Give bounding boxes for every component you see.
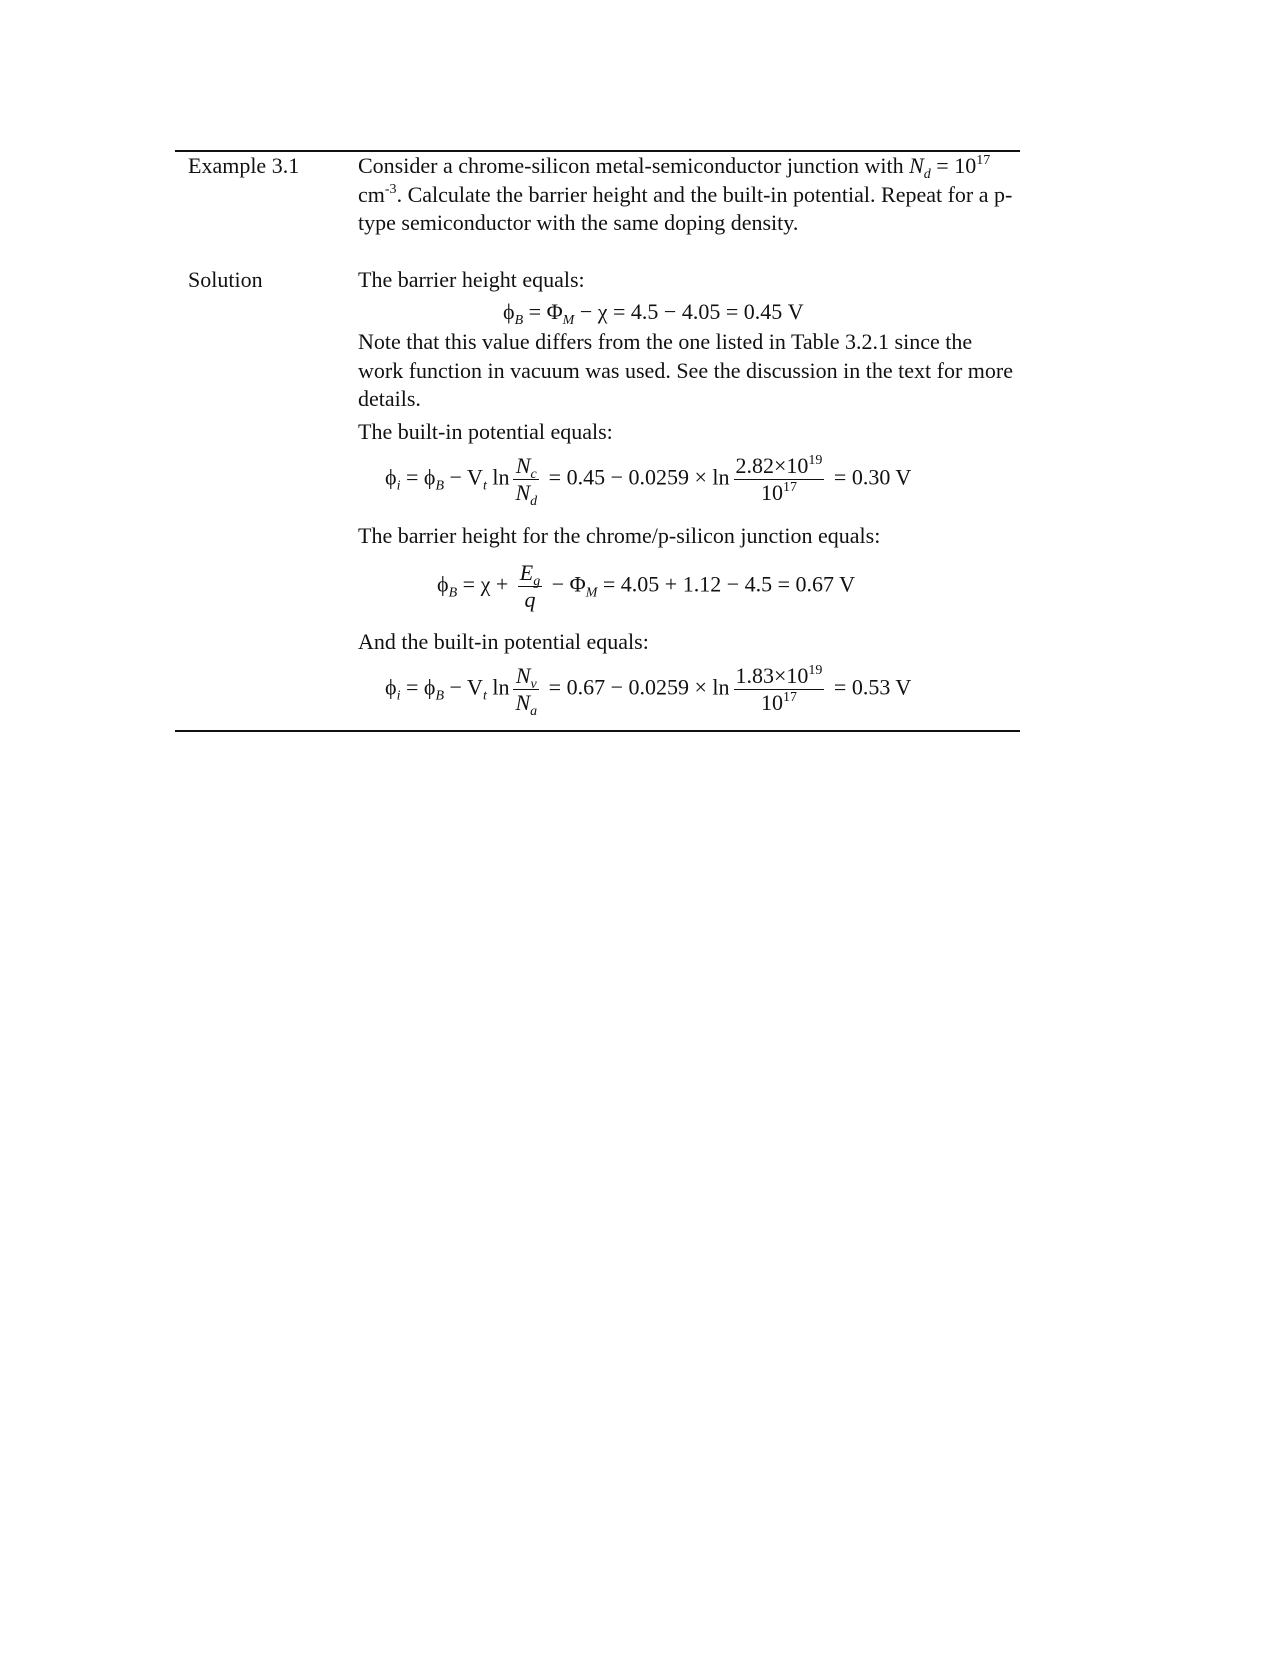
solution-label: Solution xyxy=(188,267,263,292)
note-paragraph: Note that this value differs from the one listed in Table 3.2.1 since the work function in vacuum was used. See the discussion in the text for more details. xyxy=(358,329,1013,411)
equation-built-in-potential-p: $\phi_i = \phi_B - V_t$ ln $\frac{N_v}{N_a}$ = 0.67 − 0.0259 × ln $\frac{1.83\times 10^{19}}{10^{17}}$ = 0.53 V xyxy=(385,663,912,719)
solution-line-2: The built-in potential equals: xyxy=(358,419,613,444)
solution-line-3: The barrier height for the chrome/p-silicon junction equals: xyxy=(358,523,881,548)
solution-line-1: The barrier height equals: xyxy=(358,267,585,292)
table-bottom-rule xyxy=(175,730,1020,732)
problem-statement: Consider a chrome-silicon metal-semiconductor junction with $N_d = 10^{17}$ $cm^{-3}$. Calculate the barrier height and the built-in potential. Repeat for a p-type semiconductor with the same doping density. xyxy=(358,153,1013,235)
solution-line-4: And the built-in potential equals: xyxy=(358,629,649,654)
example-label: Example 3.1 xyxy=(188,153,300,178)
equation-built-in-potential-n: $\phi_i = \phi_B - V_t$ ln $\frac{N_c}{N_d}$ = 0.45 − 0.0259 × ln $\frac{2.82\times 10^{19}}{10^{17}}$ = 0.30 V xyxy=(385,453,912,509)
equation-barrier-height: $\phi_B = \Phi_M - \chi = 4.5 - 4.05 = 0.45$ V xyxy=(503,299,804,328)
equation-barrier-height-p: $\phi_B = \chi$ + $\frac{E_g}{q}$ − $\Phi_M = 4.05 + 1.12 - 4.5 = 0.67$ V xyxy=(437,560,855,612)
